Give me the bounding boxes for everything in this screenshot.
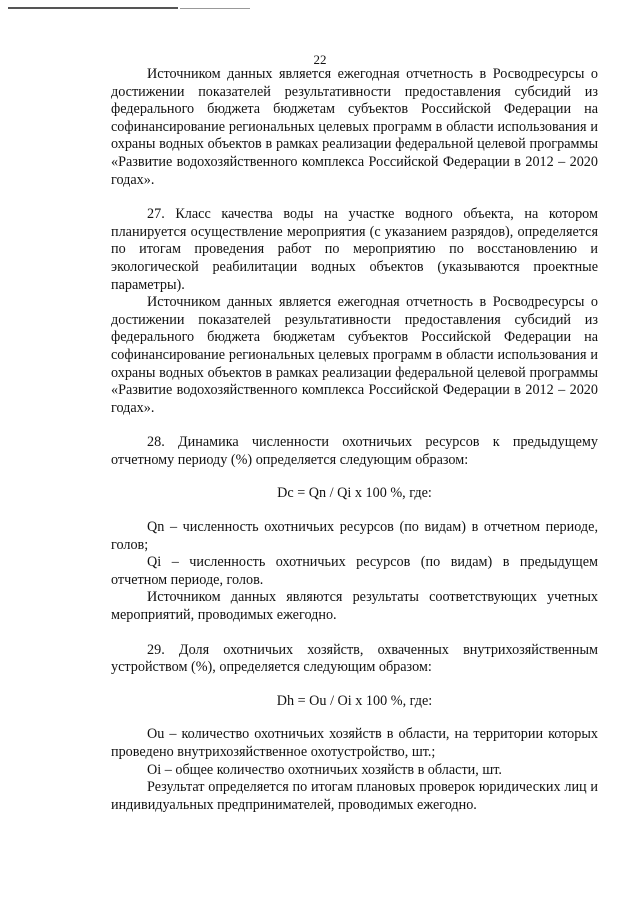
definition-qn: Qn – численность охотничьих ресурсов (по видам) в отчетном периоде, голов; <box>111 519 598 553</box>
formula-dh: Dh = Ou / Oi x 100 %, где: <box>276 692 433 709</box>
paragraph-data-source-1: Источником данных является ежегодная отчетность в Росводресурсы о достижении показателей результативности предоставления субсидий из федерального бюджета бюджетам субъектов Российской Федерации на софинансирование региональных целевых программ в области использования и охраны водных объектов в рамках реализации федеральной целевой программы «Развитие водохозяйственного комплекса Российской Федерации в 2012 – 2020 годах». <box>111 66 598 188</box>
formula-dc: Dc = Qn / Qi x 100 %, где: <box>277 485 432 502</box>
paragraph-result: Результат определяется по итогам плановых проверок юридических лиц и индивидуальных предпринимателей, проводимых ежегодно. <box>111 779 598 813</box>
paragraph-item-27: 27. Класс качества воды на участке водного объекта, на котором планируется осуществление мероприятия (с указанием разрядов), определяется по итогам проведения работ по мероприятию по восстановлению и экологической реабилитации водных объектов (указываются проектные параметры). <box>111 206 598 293</box>
page-number: 22 <box>313 52 327 67</box>
definition-oi: Oi – общее количество охотничьих хозяйств в области, шт. <box>147 761 502 778</box>
paragraph-data-source-3: Источником данных являются результаты соответствующих учетных мероприятий, проводимых ежегодно. <box>111 589 598 624</box>
scan-edge-mark <box>180 8 250 9</box>
paragraph-item-29: 29. Доля охотничьих хозяйств, охваченных внутрихозяйственным устройством (%), определяется следующим образом: <box>111 641 598 676</box>
paragraph-item-28: 28. Динамика численности охотничьих ресурсов к предыдущему отчетному периоду (%) определяется следующим образом: <box>111 434 598 468</box>
document-body <box>111 66 598 814</box>
paragraph-data-source-2: Источником данных является ежегодная отчетность в Росводресурсы о достижении показателей результативности предоставления субсидий из федерального бюджета бюджетам субъектов Российской Федерации на софинансирование региональных целевых программ в области использования и охраны водных объектов в рамках реализации федеральной целевой программы «Развитие водохозяйственного комплекса Российской Федерации в 2012 – 2020 годах». <box>111 294 598 416</box>
definition-qi: Qi – численность охотничьих ресурсов (по видам) в предыдущем отчетном периоде, голов. <box>111 554 598 588</box>
scan-edge-mark <box>8 7 178 9</box>
definition-ou: Ou – количество охотничьих хозяйств в области, на территории которых проведено внутрихозяйственное охотустройство, шт.; <box>111 726 598 760</box>
